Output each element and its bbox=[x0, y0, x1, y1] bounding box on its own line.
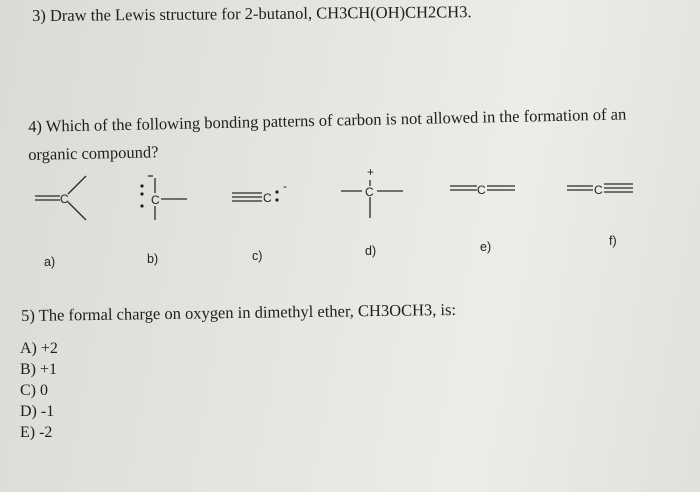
option-label-f: f) bbox=[609, 234, 617, 248]
structure-b-carbon: C bbox=[151, 193, 160, 207]
structure-d-charge: + bbox=[367, 165, 375, 179]
choice-b: B) +1 bbox=[20, 361, 58, 378]
question-4-text-line1: 4) Which of the following bonding patterns of carbon is not allowed in the formation of an bbox=[28, 104, 627, 136]
choice-e: E) -2 bbox=[20, 424, 53, 441]
option-label-e: e) bbox=[480, 240, 492, 254]
structure-c bbox=[232, 179, 287, 205]
structure-b bbox=[140, 176, 187, 220]
choice-c: C) 0 bbox=[20, 382, 48, 399]
option-label-b: b) bbox=[147, 252, 159, 266]
question-4-text-line2: organic compound? bbox=[28, 142, 159, 164]
structure-e bbox=[450, 183, 515, 197]
choice-d: D) -1 bbox=[20, 403, 55, 420]
question-3-text: 3) Draw the Lewis structure for 2-butanol, CH3CH(OH)CH2CH3. bbox=[32, 2, 472, 25]
option-label-c: c) bbox=[252, 249, 263, 263]
choice-a: A) +2 bbox=[20, 340, 58, 357]
structure-c-charge: - bbox=[283, 179, 287, 193]
structure-e-carbon: C bbox=[477, 183, 486, 197]
question-5-text: 5) The formal charge on oxygen in dimethyl ether, CH3OCH3, is: bbox=[21, 299, 457, 325]
structure-c-carbon: C bbox=[263, 191, 272, 205]
structure-d-carbon: C bbox=[365, 185, 374, 199]
option-label-d: d) bbox=[365, 244, 377, 258]
structure-f bbox=[567, 183, 633, 197]
structure-d bbox=[341, 165, 403, 218]
structure-a bbox=[35, 176, 86, 220]
structure-f-carbon: C bbox=[594, 183, 603, 197]
structure-a-carbon: C bbox=[60, 192, 69, 206]
option-label-a: a) bbox=[44, 255, 56, 269]
